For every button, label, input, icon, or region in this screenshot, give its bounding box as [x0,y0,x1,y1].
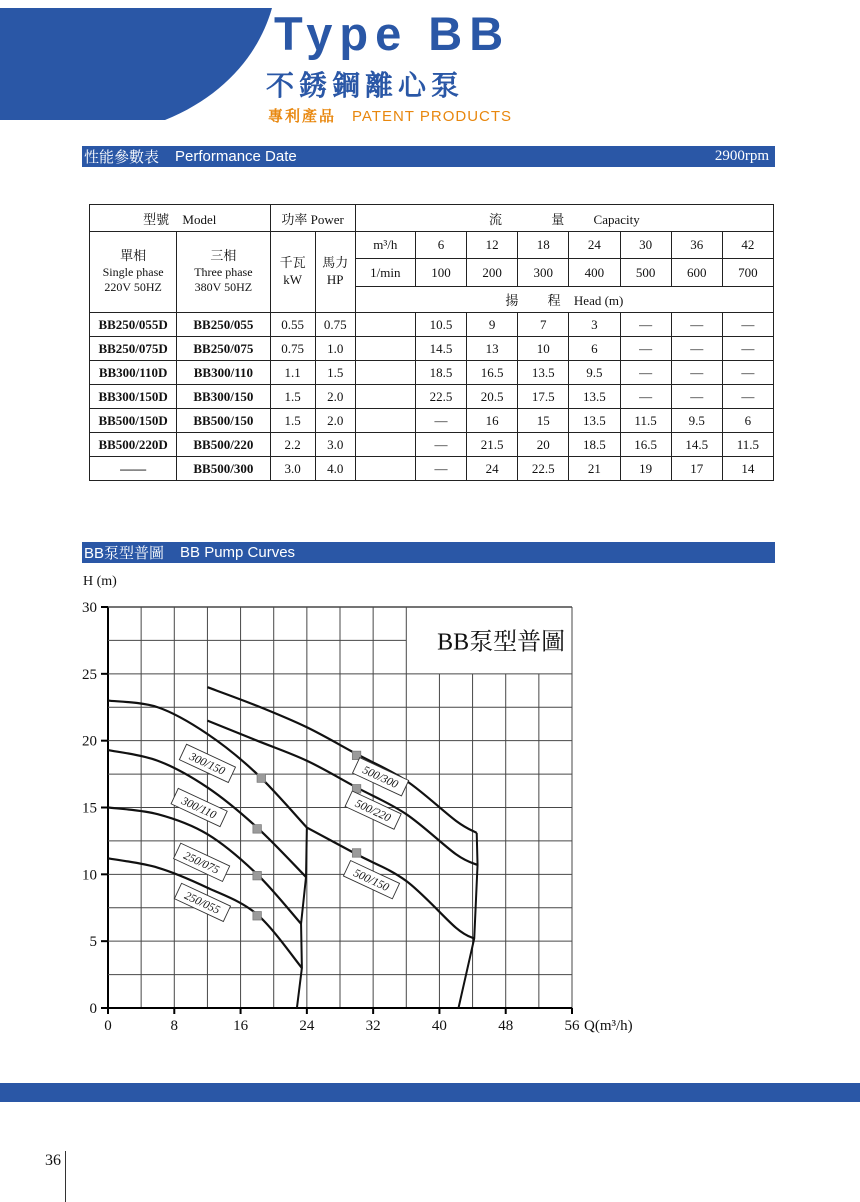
cell-value: 18.5 [415,361,466,385]
flow-value: 24 [569,232,620,259]
chart-title: BB泵型普圖 [437,629,566,656]
page-number: 36 [45,1152,61,1169]
cell-model-three: BB300/150 [177,385,270,409]
cell-value: — [722,337,773,361]
corner-shape-path [0,8,272,120]
cell-value: — [671,337,722,361]
flow-value: 400 [569,259,620,287]
page-title: Type BB [274,7,511,60]
table-row [90,385,774,409]
performance-section-bar [82,146,775,167]
curve-label-text: 500/150 [351,867,391,894]
cell-value [355,409,415,433]
table-row [90,457,774,481]
kw-en: kW [283,272,302,287]
cell-value: 11.5 [722,433,773,457]
curve-500/300 [207,687,476,833]
model-header-cjk: 型號 [143,211,170,227]
cell-value: 10.5 [415,313,466,337]
cell-model-three: BB300/110 [177,361,270,385]
single-phase-en: Single phase [102,264,164,279]
cell-value: — [722,385,773,409]
flow-value: 6 [415,232,466,259]
pump-curves-chart [55,562,705,1040]
cell-value: — [415,433,466,457]
cell-model-single: BB500/150D [90,409,177,433]
cell-value: — [620,361,671,385]
curves-bar-en: BB Pump Curves [180,544,296,561]
flow-value: 300 [518,259,569,287]
table-row [90,433,774,457]
curve-label [343,861,399,899]
x-tick-label: 24 [299,1018,315,1034]
patent-badge: 專利產品 [268,108,337,125]
x-axis-label: Q(m³/h) [584,1018,633,1034]
cell-value [355,457,415,481]
family-boundary-line [458,833,477,1008]
cell-value: 22.5 [518,457,569,481]
kw-header [270,232,315,313]
cell-model-single: BB250/055D [90,313,177,337]
cell-value: 9.5 [569,361,620,385]
cell-value: 9.5 [671,409,722,433]
cell-value: 14.5 [671,433,722,457]
cell-value [355,337,415,361]
cell-value: 18.5 [569,433,620,457]
y-axis-label: H (m) [83,574,117,589]
cell-value: 20 [518,433,569,457]
cell-value: 17 [671,457,722,481]
cell-model-single: BB500/220D [90,433,177,457]
power-header-en: Power [310,211,344,227]
cell-value: — [620,337,671,361]
capacity-header-en: Capacity [593,211,640,227]
cell-value: 13.5 [569,409,620,433]
cell-value [355,361,415,385]
cell-value: — [620,313,671,337]
flow-value: 100 [415,259,466,287]
y-tick-label: 5 [89,934,97,951]
cell-value: 11.5 [620,409,671,433]
col-header-model [90,205,271,232]
cell-value: 21.5 [467,433,518,457]
flow-value: 700 [722,259,773,287]
cell-value: 3 [569,313,620,337]
capacity-header-cjk1: 流 [489,211,503,227]
hp-en: HP [326,272,344,287]
three-phase-cjk: 三相 [210,247,237,263]
cell-value: 0.75 [270,337,315,361]
cell-value: 14.5 [415,337,466,361]
flow-value: 42 [722,232,773,259]
cell-value: 0.55 [270,313,315,337]
single-phase-header [90,232,177,313]
cell-value: 16.5 [620,433,671,457]
patent-products-label: PATENT PRODUCTS [352,108,513,125]
cell-value: 21 [569,457,620,481]
single-phase-cjk: 單相 [120,247,147,263]
cell-value: 1.1 [270,361,315,385]
cell-value [355,385,415,409]
curves-section-bar [82,542,775,563]
flow-unit-m3h: m³/h [355,232,415,259]
cell-model-single: BB300/110D [90,361,177,385]
hp-cjk: 馬力 [322,255,349,271]
cell-value: 3.0 [270,457,315,481]
cell-model-three: BB500/300 [177,457,270,481]
cell-value [355,313,415,337]
cell-value: 3.0 [315,433,355,457]
cell-model-three: BB500/220 [177,433,270,457]
y-tick-label: 0 [89,1001,97,1017]
curve-marker [352,849,361,858]
cell-value: 22.5 [415,385,466,409]
cell-value: 10 [518,337,569,361]
cell-value: 13 [467,337,518,361]
curve-label-text: 250/075 [181,849,221,877]
curve-marker [253,871,262,880]
x-tick-label: 56 [564,1018,580,1034]
curve-label-text: 300/110 [179,795,218,822]
kw-cjk: 千瓦 [279,255,306,271]
cell-value: — [415,457,466,481]
cell-model-three: BB250/075 [177,337,270,361]
cell-value: 19 [620,457,671,481]
curve-marker [257,774,266,783]
footer-divider [65,1151,66,1202]
cell-value: 1.5 [270,385,315,409]
cell-value: 24 [467,457,518,481]
cell-value: 6 [569,337,620,361]
x-tick-label: 8 [170,1018,179,1034]
head-label-cjk1: 揚 [505,293,519,308]
three-phase-voltage: 380V 50HZ [194,280,253,295]
single-phase-voltage: 220V 50HZ [104,280,162,295]
flow-value: 200 [467,259,518,287]
cell-value: 16 [467,409,518,433]
cell-value: — [722,361,773,385]
col-header-power [270,205,355,232]
x-tick-label: 32 [365,1018,381,1034]
cell-value: 7 [518,313,569,337]
y-tick-label: 30 [82,600,97,616]
cell-value: 14 [722,457,773,481]
flow-value: 30 [620,232,671,259]
curve-label-text: 500/300 [360,764,400,792]
flow-unit-lmin: 1/min [355,259,415,287]
cell-value: 16.5 [467,361,518,385]
power-header-cjk: 功率 [281,211,308,227]
cell-value: 13.5 [518,361,569,385]
cell-value: 13.5 [569,385,620,409]
curve-500/220 [207,721,477,865]
cell-value: 2.0 [315,409,355,433]
cell-value [355,433,415,457]
flow-value: 500 [620,259,671,287]
cell-value: 2.2 [270,433,315,457]
hp-header [315,232,355,313]
y-tick-label: 10 [82,867,97,884]
cell-model-single: —— [90,457,177,481]
cell-value: 1.5 [270,409,315,433]
curve-label-text: 300/150 [187,750,227,778]
cell-value: 9 [467,313,518,337]
flow-value: 600 [671,259,722,287]
cell-value: — [671,385,722,409]
cell-value: 20.5 [467,385,518,409]
curve-label [174,883,230,921]
performance-bar-en: Performance Date [175,148,297,165]
cell-value: 6 [722,409,773,433]
curve-label-text: 250/055 [182,889,222,917]
x-tick-label: 40 [431,1018,447,1034]
cell-value: — [415,409,466,433]
flow-value: 12 [467,232,518,259]
footer-bar [0,1083,860,1102]
curve-marker [253,825,262,834]
table-row [90,337,774,361]
curve-label-text: 500/220 [353,797,393,825]
curves-bar-cjk: BB泵型普圖 [84,545,165,562]
cell-model-single: BB250/075D [90,337,177,361]
table-row [90,361,774,385]
rpm-label: 2900rpm [714,148,769,164]
cell-value: 2.0 [315,385,355,409]
y-tick-label: 25 [82,666,97,683]
x-tick-label: 48 [498,1018,514,1034]
header-corner-shape [0,8,280,121]
model-header-en: Model [182,211,217,227]
cell-value: — [722,313,773,337]
flow-value: 18 [518,232,569,259]
patent-line [268,105,512,126]
curve-marker [253,912,262,921]
table-row [90,313,774,337]
flow-value: 36 [671,232,722,259]
x-tick-label: 16 [233,1018,249,1034]
cell-model-three: BB250/055 [177,313,270,337]
cell-value: 0.75 [315,313,355,337]
x-tick-label: 0 [104,1018,112,1034]
cell-value: 1.0 [315,337,355,361]
cell-value: 15 [518,409,569,433]
three-phase-header [177,232,270,313]
col-header-capacity [355,205,773,232]
cell-value: — [620,385,671,409]
performance-table [89,204,774,481]
cell-model-single: BB300/150D [90,385,177,409]
cell-value: — [671,361,722,385]
cell-value: 4.0 [315,457,355,481]
cell-model-three: BB500/150 [177,409,270,433]
performance-bar-cjk: 性能參數表 [84,149,160,166]
cell-value: 1.5 [315,361,355,385]
three-phase-en: Three phase [194,264,253,279]
family-boundary-line [297,828,307,1008]
capacity-header-cjk2: 量 [551,211,565,227]
cell-value: — [671,313,722,337]
y-tick-label: 20 [82,733,97,750]
head-label-en: Head (m) [573,293,624,308]
subtitle-cjk: 不銹鋼離心泵 [266,70,465,101]
head-label-cjk2: 程 [547,293,561,308]
cell-value: 17.5 [518,385,569,409]
table-row [90,409,774,433]
y-tick-label: 15 [82,800,97,817]
head-row-label [355,287,773,313]
